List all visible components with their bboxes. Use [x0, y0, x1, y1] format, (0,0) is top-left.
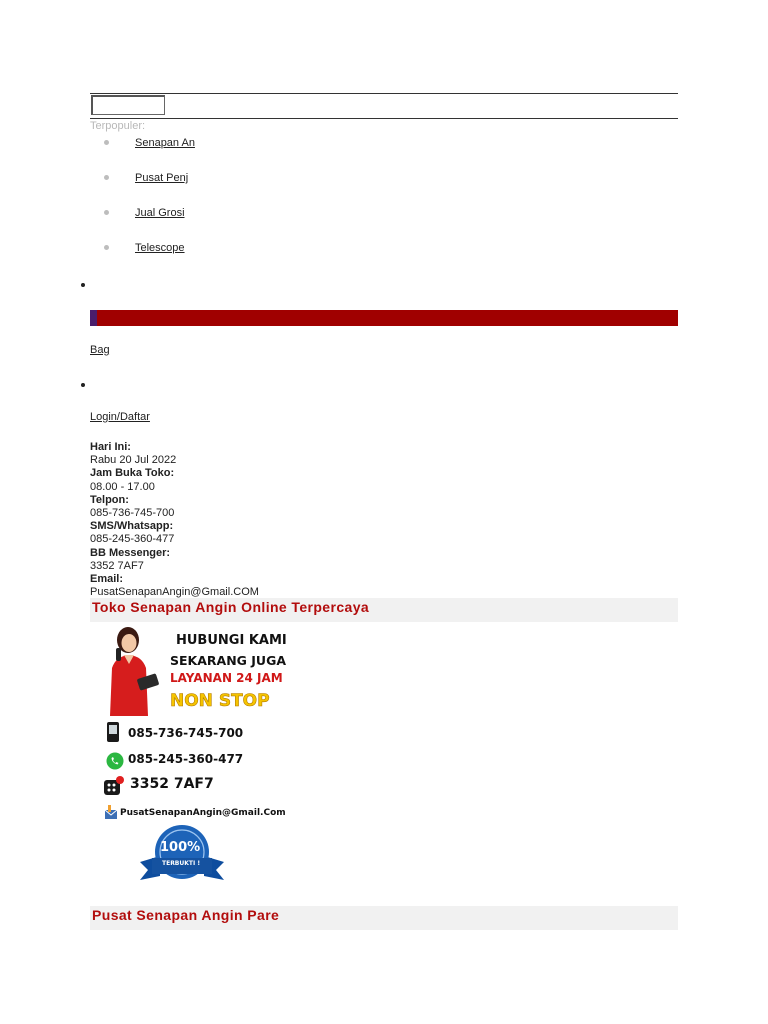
sms-label: SMS/Whatsapp:	[90, 520, 174, 533]
whatsapp-icon	[106, 752, 124, 770]
email-label: Email:	[90, 573, 124, 586]
email-icon	[104, 805, 118, 821]
hours-value: 08.00 - 17.00	[90, 480, 155, 493]
promo-bb: 3352 7AF7	[130, 776, 214, 792]
guarantee-badge-icon	[136, 822, 228, 888]
promo-email: PusatSenapanAngin@Gmail.Com	[120, 808, 286, 818]
woman-phone-icon	[98, 624, 160, 716]
search-bar	[90, 93, 678, 119]
promo-banner	[92, 624, 287, 894]
section-heading-pare: Pusat Senapan Angin Pare	[90, 906, 678, 930]
section-heading-store: Toko Senapan Angin Online Terpercaya	[90, 598, 678, 622]
bullet-icon	[81, 383, 85, 387]
phone-value: 085-736-745-700	[90, 507, 175, 520]
store-info	[90, 441, 259, 599]
promo-phone: 085-736-745-700	[128, 726, 244, 740]
today-label: Hari Ini:	[90, 441, 131, 453]
bullet-icon	[81, 283, 85, 287]
promo-line-3: LAYANAN 24 JAM	[170, 671, 283, 685]
bb-value: 3352 7AF7	[90, 559, 144, 572]
popular-link-grosir[interactable]: Jual Grosi	[135, 207, 185, 219]
bullet-icon	[104, 175, 109, 180]
login-link[interactable]: Login/Daftar	[90, 411, 150, 423]
sms-value: 085-245-360-477	[90, 533, 175, 546]
bb-label: BB Messenger:	[90, 546, 171, 559]
promo-whatsapp: 085-245-360-477	[128, 752, 244, 766]
bbm-icon	[103, 776, 125, 798]
bullet-icon	[104, 210, 109, 215]
popular-label: Terpopuler:	[90, 120, 146, 132]
badge-sub-text: TERBUKTI !	[162, 860, 201, 867]
phone-label: Telpon:	[90, 493, 129, 506]
menu-bar[interactable]	[90, 310, 678, 326]
promo-line-4: NON STOP	[170, 691, 270, 711]
bag-link[interactable]: Bag	[90, 344, 110, 356]
hours-label: Jam Buka Toko:	[90, 467, 175, 480]
popular-link-telescope[interactable]: Telescope	[135, 242, 185, 254]
menu-bar-edge	[90, 310, 97, 326]
badge-main-text: 100%	[160, 840, 201, 855]
bullet-icon	[104, 245, 109, 250]
phone-icon	[106, 721, 120, 743]
bullet-icon	[104, 140, 109, 145]
popular-link-senapan[interactable]: Senapan An	[135, 137, 195, 149]
search-input[interactable]	[91, 95, 165, 115]
promo-line-1: HUBUNGI KAMI	[176, 633, 287, 648]
email-value: PusatSenapanAngin@Gmail.COM	[90, 586, 259, 599]
popular-link-pusat[interactable]: Pusat Penj	[135, 172, 189, 184]
today-value: Rabu 20 Jul 2022	[90, 454, 177, 467]
promo-line-2: SEKARANG JUGA	[170, 653, 287, 668]
